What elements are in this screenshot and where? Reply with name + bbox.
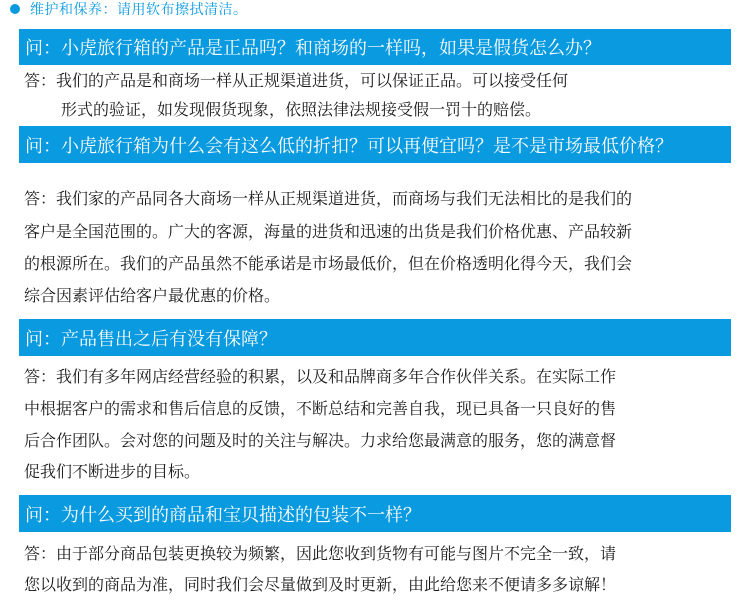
answer-line: 客户是全国范围的。广大的客源，海量的进货和迅速的出货是我们价格优惠、产品较新 bbox=[24, 222, 633, 241]
question-text: 问：产品售出之后有没有保障？ bbox=[25, 328, 277, 350]
question-bar-1 bbox=[19, 29, 731, 65]
answer-line: 形式的验证，如发现假货现象，依照法律法规接受假一罚十的赔偿。 bbox=[61, 100, 542, 119]
maintenance-note-text: 维护和保养：请用软布擦拭清洁。 bbox=[30, 2, 248, 18]
question-text: 问：小虎旅行箱为什么会有这么低的折扣？可以再便宜吗？是不是市场最低价格？ bbox=[25, 135, 673, 157]
question-text: 问：小虎旅行箱的产品是正品吗？和商场的一样吗，如果是假货怎么办？ bbox=[25, 38, 601, 59]
answer-line: 综合因素评估给客户最优惠的价格。 bbox=[24, 286, 281, 305]
answer-line: 中根据客户的需求和售后信息的反馈，不断总结和完善自我，现已具备一只良好的售 bbox=[24, 399, 617, 418]
bullet-dot-icon bbox=[10, 4, 20, 14]
question-bar-2 bbox=[19, 126, 731, 163]
question-text: 问：为什么买到的商品和宝贝描述的包装不一样？ bbox=[25, 504, 421, 526]
question-bar-4 bbox=[19, 495, 731, 532]
answer-line: 的根源所在。我们的产品虽然不能承诺是市场最低价，但在价格透明化得今天，我们会 bbox=[24, 254, 633, 273]
answer-line: 答：我们的产品是和商场一样从正规渠道进货，可以保证正品。可以接受任何 bbox=[24, 71, 569, 90]
answer-line: 促我们不断进步的目标。 bbox=[24, 462, 201, 481]
question-bar-3 bbox=[19, 319, 731, 356]
answer-line: 答：我们有多年网店经营经验的积累，以及和品牌商多年合作伙伴关系。在实际工作 bbox=[24, 367, 617, 386]
answer-line: 答：由于部分商品包装更换较为频繁，因此您收到货物有可能与图片不完全一致，请 bbox=[24, 544, 617, 563]
answer-line: 后合作团队。会对您的问题及时的关注与解决。力求给您最满意的服务，您的满意督 bbox=[24, 431, 617, 450]
maintenance-note bbox=[10, 0, 248, 18]
answer-line: 您以收到的商品为准，同时我们会尽量做到及时更新，由此给您来不便请多多谅解！ bbox=[24, 575, 617, 594]
answer-line: 答：我们家的产品同各大商场一样从正规渠道进货，而商场与我们无法相比的是我们的 bbox=[24, 189, 633, 208]
